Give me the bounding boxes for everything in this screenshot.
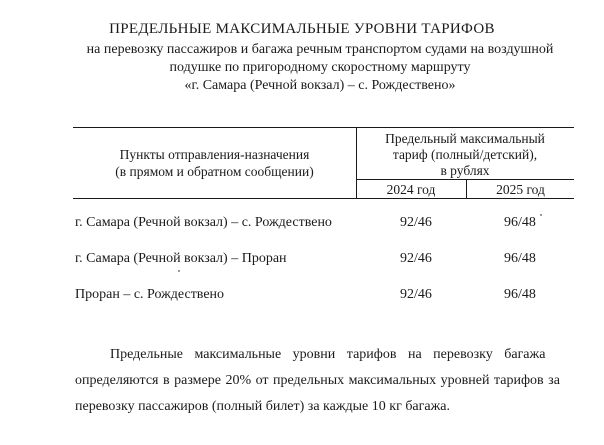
col-header-points-line-1: Пункты отправления-назначения xyxy=(119,147,310,162)
scan-speck xyxy=(178,270,180,272)
table-row-1-2025: 96/48 xyxy=(504,215,536,230)
year-header-2025: 2025 год xyxy=(496,182,545,197)
table-row-1-2024: 92/46 xyxy=(400,215,432,230)
table-row-2-route: г. Самара (Речной вокзал) – Проран xyxy=(75,251,287,266)
subtitle-line-1: на перевозку пассажиров и багажа речным транспортом судами на воздушной xyxy=(86,42,554,57)
table-row-1-route: г. Самара (Речной вокзал) – с. Рождествено xyxy=(75,215,332,230)
col-header-tariff-line-2: тариф (полный/детский), xyxy=(392,147,538,162)
note-line-1: Предельные максимальные уровни тарифов на перевозку багажа xyxy=(110,347,546,362)
document-title: ПРЕДЕЛЬНЫЕ МАКСИМАЛЬНЫЕ УРОВНИ ТАРИФОВ xyxy=(109,21,495,37)
table-row-2-2025: 96/48 xyxy=(504,251,536,266)
table-year-rule xyxy=(356,179,574,180)
col-header-tariff-line-1: Предельный максимальный xyxy=(385,131,545,146)
table-header-bottom-rule xyxy=(73,198,574,199)
table-row-3-2024: 92/46 xyxy=(400,287,432,302)
table-row-3-route: Проран – с. Рождествено xyxy=(75,287,225,302)
subtitle-line-2: подушке по пригородному скоростному маршруту xyxy=(169,60,471,75)
year-header-2024: 2024 год xyxy=(386,182,436,197)
note-line-3: перевозку пассажиров (полный билет) за каждые 10 кг багажа. xyxy=(75,399,450,414)
table-row-2-2024: 92/46 xyxy=(400,251,432,266)
subtitle-line-3: «г. Самара (Речной вокзал) – с. Рождествено» xyxy=(184,78,456,93)
note-line-2: определяются в размере 20% от предельных максимальных уровней тарифов за xyxy=(75,373,560,388)
table-row-3-2025: 96/48 xyxy=(504,287,536,302)
col-header-points-line-2: (в прямом и обратном сообщении) xyxy=(115,164,314,179)
table-top-rule xyxy=(73,127,574,128)
scan-speck xyxy=(540,214,542,216)
col-header-tariff-line-3: в рублях xyxy=(440,163,490,178)
